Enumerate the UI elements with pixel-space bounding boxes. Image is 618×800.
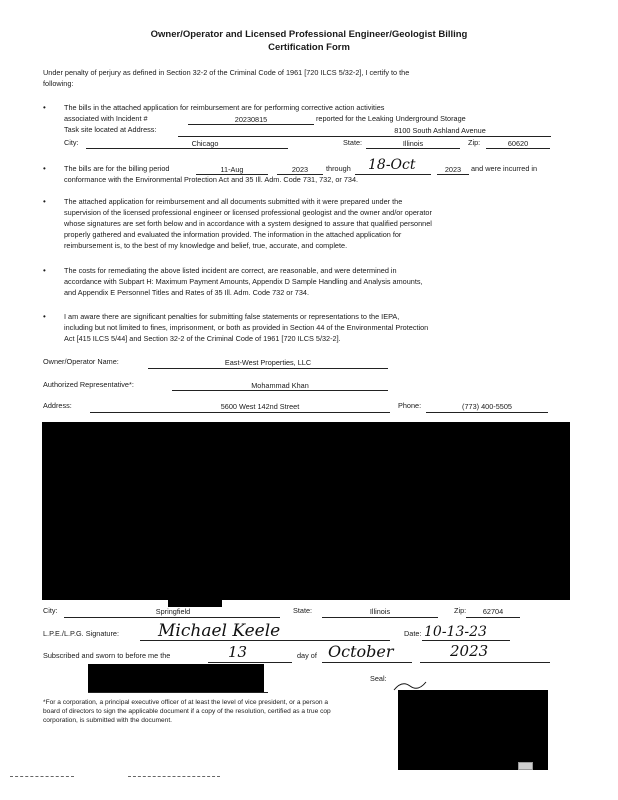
- notary-seal-label: Seal:: [370, 674, 387, 683]
- owner-phone-underline: [426, 412, 548, 413]
- notary-month-underline: [322, 662, 412, 663]
- incident-number-value: 20230815: [234, 115, 268, 124]
- footnote-line-2: board of directors to sign the applicable document if a copy of the resolution, certified as a true cop: [43, 708, 331, 715]
- bullet-3-line-4: properly gathered and evaluated the information provided. The information in the attached application for: [64, 230, 402, 239]
- notary-month-handwritten: October: [328, 642, 394, 661]
- site-state-label: State:: [343, 138, 363, 147]
- bullet-1-line-1: The bills in the attached application for reimbursement are for performing corrective action activities: [64, 103, 385, 112]
- bullet-3-line-5: reimbursement is, to the best of my knowledge and belief, true, accurate, and complete.: [64, 241, 348, 250]
- lpe-date-handwritten: 10-13-23: [424, 624, 487, 640]
- lpe-state-label: State:: [293, 606, 313, 615]
- site-address-value: 8100 South Ashland Avenue: [394, 126, 486, 135]
- lpe-zip-value: 62704: [482, 607, 504, 616]
- redacted-notary-name: [88, 664, 264, 692]
- owner-phone-label: Phone:: [398, 401, 422, 410]
- billing-period-label: The bills are for the billing period: [64, 164, 170, 173]
- bullet-4-line-2: accordance with Subpart H: Maximum Payment Amounts, Appendix D Sample Handling and Analysis amounts,: [64, 277, 423, 286]
- billing-incurred-text: and were incurred in: [471, 164, 538, 173]
- intro-text-line-1: Under penalty of perjury as defined in Section 32-2 of the Criminal Code of 1961 [720 ILCS 5/32-2], I certify to the: [43, 68, 410, 77]
- lpe-city-underline: [64, 617, 280, 618]
- bullet-4-line-3: and Appendix E Personnel Titles and Rates of 35 Ill. Adm. Code 732 or 734.: [64, 288, 310, 297]
- billing-end-year: 2023: [444, 165, 462, 174]
- lpe-signature-handwritten: Michael Keele: [158, 621, 281, 641]
- owner-name-value: East-West Properties, LLC: [224, 358, 312, 367]
- authorized-rep-value: Mohammad Khan: [251, 381, 309, 390]
- site-address-underline: [178, 136, 551, 137]
- owner-address-value: 5600 West 142nd Street: [220, 402, 300, 411]
- footnote-line-1: *For a corporation, a principal executive officer of at least the level of vice president, or a person a: [43, 699, 329, 706]
- lpe-zip-underline: [466, 617, 520, 618]
- owner-address-label: Address:: [43, 401, 72, 410]
- redacted-bar-small: [168, 598, 222, 607]
- bullet-3-line-1: The attached application for reimbursement and all documents submitted with it were prepared under the: [64, 197, 403, 206]
- billing-end-underline: [355, 174, 431, 175]
- lpe-state-value: Illinois: [369, 607, 391, 616]
- notary-subscribed-label: Subscribed and sworn to before me the: [43, 651, 171, 660]
- bullet-2-line-2: conformance with the Environmental Protection Act and 35 Ill. Adm. Code 731, 732, or 734.: [64, 175, 359, 184]
- notary-day-of-label: day of: [297, 651, 317, 660]
- billing-start-day-month: 11-Aug: [220, 165, 244, 174]
- bullet-1-line-3: Task site located at Address:: [64, 125, 157, 134]
- notary-year-underline: [420, 662, 550, 663]
- redacted-notary-seal: [398, 690, 548, 770]
- bullet-3-line-3: whose signatures are set forth below and in accordance with a system designed to assure that qualified personnel: [64, 219, 432, 228]
- site-zip-label: Zip:: [468, 138, 481, 147]
- billing-end-day-month: 18-Oct: [368, 157, 416, 173]
- notary-day-underline: [208, 662, 292, 663]
- scan-artifact-line-left: [10, 776, 74, 777]
- bullet-4-marker: •: [43, 266, 46, 275]
- bullet-5-line-3: Act [415 ILCS 5/44] and Section 32-2 of the Criminal Code of 1961 [720 ILCS 5/32-2].: [64, 334, 341, 343]
- lpe-city-value: Springfield: [155, 607, 191, 616]
- notary-day-handwritten: 13: [228, 643, 248, 661]
- redacted-block-lpe-info: [42, 422, 570, 600]
- notary-signature-underline: [88, 692, 268, 693]
- owner-name-underline: [148, 368, 388, 369]
- scan-artifact-line-center: [128, 776, 220, 777]
- authorized-rep-label: Authorized Representative*:: [43, 380, 134, 389]
- bullet-5-line-1: I am aware there are significant penalties for submitting false statements or representations to the IEPA,: [64, 312, 400, 321]
- bullet-4-line-1: The costs for remediating the above listed incident are correct, are reasonable, and were determined in: [64, 266, 397, 275]
- lpe-signature-label: L.P.E./L.P.G. Signature:: [43, 629, 119, 638]
- billing-start-year: 2023: [291, 165, 309, 174]
- bullet-3-line-2: supervision of the licensed professional engineer or licensed professional geologist and the owner and/or operator: [64, 208, 432, 217]
- form-title-line-1: Owner/Operator and Licensed Professional Engineer/Geologist Billing: [150, 29, 468, 40]
- form-title-line-2: Certification Form: [268, 42, 350, 53]
- bullet-5-line-2: including but not limited to fines, imprisonment, or both as provided in Section 44 of the Environmental Protection: [64, 323, 429, 332]
- owner-address-underline: [90, 412, 390, 413]
- intro-text-line-2: following:: [43, 79, 74, 88]
- lpe-state-underline: [322, 617, 438, 618]
- lpe-city-label: City:: [43, 606, 58, 615]
- bullet-3-marker: •: [43, 197, 46, 206]
- footnote-line-3: corporation, is submitted with the document.: [43, 717, 173, 724]
- bullet-1-line-2: associated with Incident #: [64, 114, 148, 123]
- notary-year-handwritten: 2023: [450, 642, 489, 660]
- site-zip-value: 60620: [507, 139, 529, 148]
- lpe-date-underline: [422, 640, 510, 641]
- page-stamp-icon: [518, 762, 533, 770]
- lpe-date-label: Date:: [404, 629, 422, 638]
- owner-name-label: Owner/Operator Name:: [43, 357, 119, 366]
- site-state-value: Illinois: [402, 139, 424, 148]
- lpe-zip-label: Zip:: [454, 606, 467, 615]
- owner-phone-value: (773) 400-5505: [462, 402, 512, 411]
- bullet-2-marker: •: [43, 164, 46, 173]
- billing-through-label: through: [326, 164, 351, 173]
- site-city-label: City:: [64, 138, 79, 147]
- site-city-value: Chicago: [191, 139, 219, 148]
- bullet-1-marker: •: [43, 103, 46, 112]
- bullet-5-marker: •: [43, 312, 46, 321]
- bullet-1-reported-text: reported for the Leaking Underground Storage: [316, 114, 466, 123]
